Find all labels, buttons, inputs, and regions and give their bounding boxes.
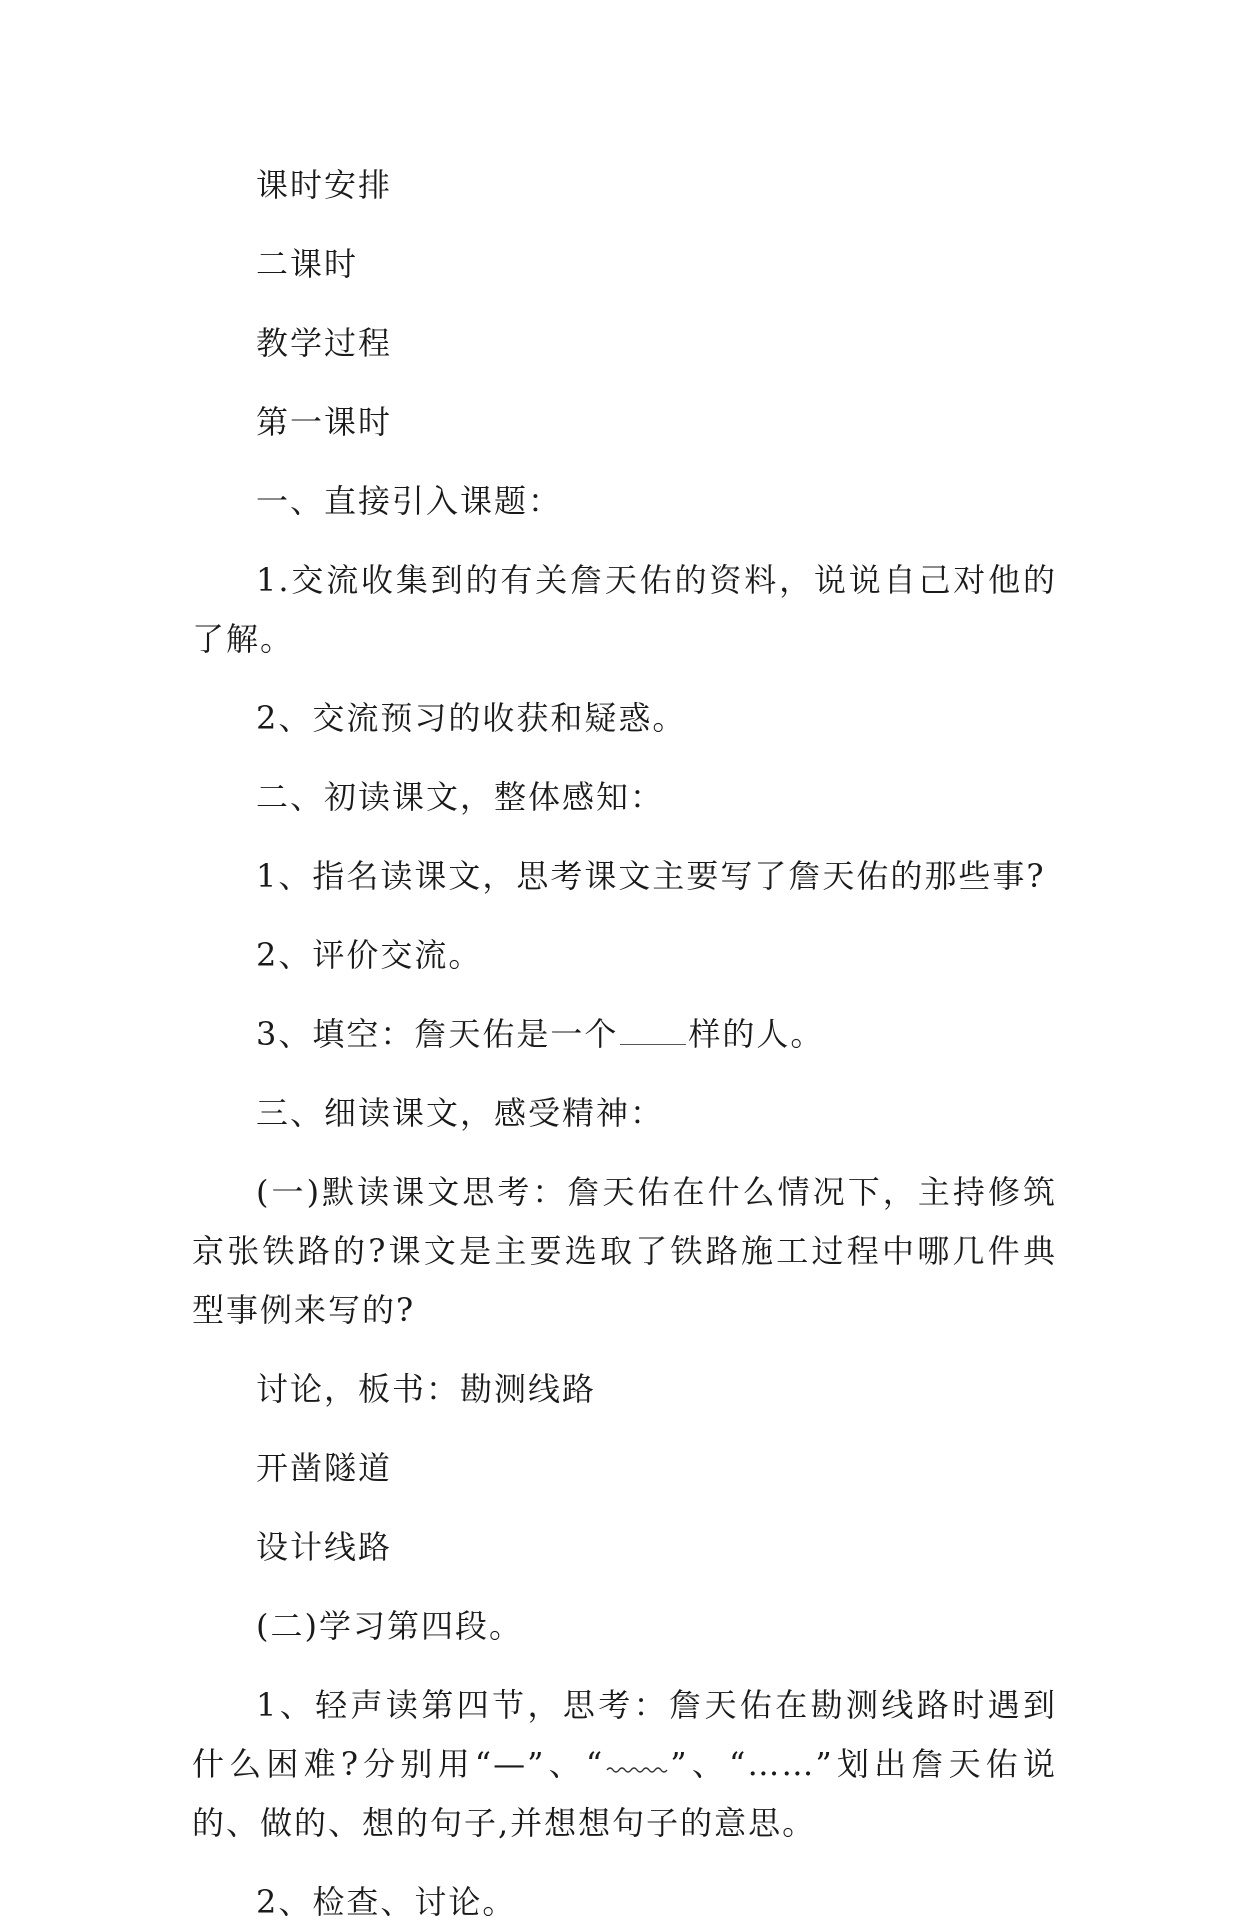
paragraph-item-2-check-discuss: 2、检查、讨论。 xyxy=(256,1883,517,1921)
paragraph-sub-one-silent-reading: (一)默读课文思考：詹天佑在什么情况下，主持修筑京张铁路的?课文是主要选取了铁路施工过程中哪几件典型事例来写的? xyxy=(192,1173,1057,1329)
marks-text-before: 1、轻声读第四节，思考：詹天佑在勘测线路时遇到什么困难?分别用“—”、“ xyxy=(192,1686,1057,1783)
paragraph-section-one-heading: 一、直接引入课题： xyxy=(256,482,563,520)
paragraph-teaching-process: 教学过程 xyxy=(256,324,393,362)
paragraph-sub-two-study: (二)学习第四段。 xyxy=(256,1607,523,1645)
paragraph-item-1-read-aloud: 1、指名读课文，思考课文主要写了詹天佑的那些事? xyxy=(256,857,1046,895)
fill-blank-before: 3、填空：詹天佑是一个 xyxy=(256,1015,619,1053)
paragraph-lesson-arrangement: 课时安排 xyxy=(256,166,393,204)
document-body xyxy=(192,156,1057,1932)
paragraph-item-3-fill-blank xyxy=(192,1005,1057,1064)
paragraph-discussion-board: 讨论，板书：勘测线路 xyxy=(256,1370,597,1408)
paragraph-design-route: 设计线路 xyxy=(256,1528,393,1566)
fill-blank-after: 样的人。 xyxy=(688,1015,825,1053)
wavy-underline-mark xyxy=(606,1765,668,1775)
paragraph-item-1-light-reading xyxy=(192,1676,1057,1853)
paragraph-item-1-share-materials: 1.交流收集到的有关詹天佑的资料，说说自己对他的了解。 xyxy=(192,561,1057,658)
paragraph-item-2-evaluate: 2、评价交流。 xyxy=(256,936,483,974)
paragraph-section-three-heading: 三、细读课文，感受精神： xyxy=(256,1094,665,1132)
marks-text-after: ”、“……”划出詹天佑说的、做的、想的句子,并想想句子的意思。 xyxy=(192,1745,1057,1842)
fill-blank-line xyxy=(620,1043,686,1045)
paragraph-section-two-heading: 二、初读课文，整体感知： xyxy=(256,778,665,816)
paragraph-two-lessons: 二课时 xyxy=(256,245,359,283)
paragraph-dig-tunnel: 开凿隧道 xyxy=(256,1449,393,1487)
paragraph-first-lesson: 第一课时 xyxy=(256,403,393,441)
paragraph-item-2-share-preview: 2、交流预习的收获和疑惑。 xyxy=(256,699,687,737)
